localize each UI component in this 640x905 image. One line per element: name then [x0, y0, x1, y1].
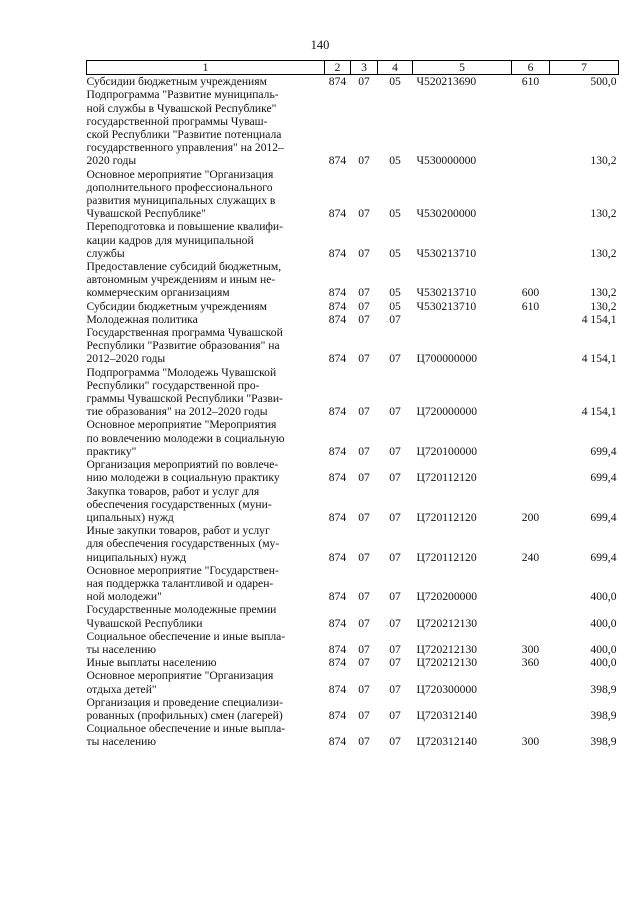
table-row [87, 418, 619, 458]
row-name: Социальное обеспечение и иные выпла- ты населению [86, 629, 286, 656]
row-target-code: Ц720212130 [416, 642, 478, 656]
row-expense-type: 200 [521, 510, 540, 524]
row-amount: 4 154,1 [581, 352, 617, 366]
table-row [87, 669, 619, 695]
table-row [87, 260, 619, 300]
row-subsection-code: 07 [389, 708, 401, 722]
table-row [87, 168, 619, 221]
header-col-4: 4 [378, 61, 413, 75]
row-ministry-code: 874 [328, 590, 347, 604]
page-number: 140 [310, 38, 330, 52]
row-section-code: 07 [358, 75, 370, 89]
row-amount: 400,0 [590, 642, 617, 656]
row-amount: 130,2 [590, 207, 617, 221]
header-col-3: 3 [351, 61, 378, 75]
row-ministry-code: 874 [328, 735, 347, 749]
row-target-code: Ц720112120 [416, 550, 477, 564]
row-ministry-code: 874 [328, 510, 347, 524]
row-target-code: Ц720212130 [416, 616, 478, 630]
row-amount: 130,2 [590, 154, 617, 168]
row-name: Подпрограмма "Развитие муниципаль- ной службы в Чувашской Республике" государственной программы Чуваш- ской Республики "Развитие потенциала государственного управления" на 2012– 2020 годы [86, 88, 284, 168]
row-expense-type: 610 [521, 299, 540, 313]
row-section-code: 07 [358, 550, 370, 564]
row-section-code: 07 [358, 656, 370, 670]
row-section-code: 07 [358, 207, 370, 221]
row-section-code: 07 [358, 708, 370, 722]
row-subsection-code: 07 [389, 735, 401, 749]
row-section-code: 07 [358, 616, 370, 630]
row-target-code: Ц720000000 [416, 405, 478, 419]
table-row [87, 630, 619, 656]
row-section-code: 07 [358, 590, 370, 604]
row-subsection-code: 07 [389, 642, 401, 656]
row-subsection-code: 07 [389, 656, 401, 670]
row-section-code: 07 [358, 154, 370, 168]
row-section-code: 07 [358, 735, 370, 749]
table-row [87, 722, 619, 748]
row-amount: 699,4 [590, 510, 617, 524]
row-amount: 398,9 [590, 735, 617, 749]
row-expense-type: 240 [521, 550, 540, 564]
row-target-code: Ц720112120 [416, 471, 477, 485]
table-row [87, 366, 619, 419]
row-name: Основное мероприятие "Организация дополнительного профессионального развития муниципальных служащих в Чувашской Республике" [86, 167, 276, 221]
table-row [87, 564, 619, 604]
row-subsection-code: 07 [389, 682, 401, 696]
row-ministry-code: 874 [328, 75, 347, 89]
row-expense-type [512, 168, 550, 221]
row-expense-type: 360 [521, 656, 540, 670]
row-name: Переподготовка и повышение квалифи- кации кадров для муниципальной службы [86, 220, 283, 260]
row-section-code: 07 [358, 352, 370, 366]
row-name: Иные закупки товаров, работ и услуг для обеспечения государственных (му- ниципальных) нужд [86, 524, 280, 564]
row-amount: 130,2 [590, 246, 617, 260]
table-row [87, 458, 619, 484]
row-subsection-code: 07 [389, 471, 401, 485]
table-row [87, 485, 619, 525]
row-amount: 400,0 [590, 656, 617, 670]
row-subsection-code: 07 [389, 352, 401, 366]
row-name: Социальное обеспечение и иные выпла- ты населению [86, 722, 286, 749]
row-expense-type [512, 366, 550, 419]
row-ministry-code: 874 [328, 299, 347, 313]
table-row [87, 326, 619, 366]
row-subsection-code: 07 [389, 590, 401, 604]
row-name: Предоставление субсидий бюджетным, автономным учреждениям и иным не- коммерческим организациям [86, 260, 282, 300]
row-amount: 500,0 [590, 75, 617, 89]
row-subsection-code: 05 [389, 207, 401, 221]
row-target-code: Ц720212130 [416, 656, 478, 670]
row-target-code: Ч530200000 [416, 207, 477, 221]
row-name: Субсидии бюджетным учреждениям [86, 75, 267, 89]
row-name: Молодежная политика [86, 312, 198, 326]
row-subsection-code: 07 [389, 550, 401, 564]
row-expense-type [512, 88, 550, 167]
row-expense-type [512, 603, 550, 629]
row-target-code: Ч520213690 [416, 75, 477, 89]
row-subsection-code: 07 [389, 405, 401, 419]
row-expense-type [512, 669, 550, 695]
row-section-code: 07 [358, 471, 370, 485]
row-subsection-code: 05 [389, 75, 401, 89]
row-amount: 400,0 [590, 616, 617, 630]
row-ministry-code: 874 [328, 682, 347, 696]
row-ministry-code: 874 [328, 708, 347, 722]
row-amount: 130,2 [590, 286, 617, 300]
table-row [87, 656, 619, 669]
row-ministry-code: 874 [328, 642, 347, 656]
header-col-7: 7 [550, 61, 619, 75]
row-name: Основное мероприятие "Организация отдыха детей" [86, 669, 274, 696]
row-amount: 699,4 [590, 471, 617, 485]
table-row [87, 300, 619, 313]
row-ministry-code: 874 [328, 444, 347, 458]
row-subsection-code: 07 [389, 444, 401, 458]
row-target-code: Ц720312140 [416, 708, 478, 722]
row-target-code: Ц720312140 [416, 735, 478, 749]
table-row [87, 524, 619, 564]
row-ministry-code: 874 [328, 405, 347, 419]
row-ministry-code: 874 [328, 207, 347, 221]
row-name: Организация мероприятий по вовлече- нию молодежи в социальную практику [86, 458, 280, 485]
row-subsection-code: 07 [389, 510, 401, 524]
row-amount: 699,4 [590, 444, 617, 458]
row-subsection-code: 05 [389, 154, 401, 168]
row-section-code: 07 [358, 510, 370, 524]
row-ministry-code: 874 [328, 352, 347, 366]
row-amount: 4 154,1 [581, 405, 617, 419]
row-section-code: 07 [358, 312, 370, 326]
row-target-code: Ц720112120 [416, 510, 477, 524]
row-expense-type [512, 313, 550, 326]
row-expense-type [512, 458, 550, 484]
row-ministry-code: 874 [328, 312, 347, 326]
row-target-code: Ц720300000 [416, 682, 478, 696]
row-subsection-code: 07 [389, 312, 401, 326]
table-header [87, 61, 619, 75]
row-amount: 398,9 [590, 708, 617, 722]
row-section-code: 07 [358, 246, 370, 260]
row-name: Закупка товаров, работ и услуг для обеспечения государственных (муни- ципальных) нужд [86, 484, 272, 524]
row-name: Субсидии бюджетным учреждениям [86, 299, 267, 313]
row-amount: 400,0 [590, 590, 617, 604]
row-name: Иные выплаты населению [86, 656, 217, 670]
row-target-code: Ч530000000 [416, 154, 477, 168]
row-section-code: 07 [358, 286, 370, 300]
row-ministry-code: 874 [328, 616, 347, 630]
row-ministry-code: 874 [328, 656, 347, 670]
row-expense-type: 300 [521, 735, 540, 749]
header-col-5: 5 [413, 61, 512, 75]
row-expense-type [512, 326, 550, 366]
row-expense-type [512, 220, 550, 260]
row-section-code: 07 [358, 405, 370, 419]
row-ministry-code: 874 [328, 286, 347, 300]
row-ministry-code: 874 [328, 471, 347, 485]
row-amount: 130,2 [590, 299, 617, 313]
row-ministry-code: 874 [328, 550, 347, 564]
row-subsection-code: 05 [389, 246, 401, 260]
row-expense-type [512, 418, 550, 458]
row-target-code: Ц700000000 [416, 352, 478, 366]
row-expense-type [512, 564, 550, 604]
row-name: Основное мероприятие "Мероприятия по вовлечению молодежи в социальную практику" [86, 418, 285, 458]
table-row [87, 88, 619, 167]
row-expense-type: 610 [521, 75, 540, 89]
row-name: Государственная программа Чувашской Республики "Развитие образования" на 2012–2020 годы [86, 326, 283, 366]
header-row [87, 61, 619, 75]
row-amount: 699,4 [590, 550, 617, 564]
row-expense-type: 600 [521, 286, 540, 300]
row-section-code: 07 [358, 299, 370, 313]
row-name: Организация и проведение специализи- рованных (профильных) смен (лагерей) [86, 695, 283, 722]
row-subsection-code: 05 [389, 299, 401, 313]
row-target-code: Ч530213710 [416, 299, 477, 313]
table-row [87, 220, 619, 260]
row-amount: 398,9 [590, 682, 617, 696]
table-row [87, 313, 619, 326]
row-ministry-code: 874 [328, 246, 347, 260]
row-name: Основное мероприятие "Государствен- ная поддержка талантливой и одарен- ной молодежи" [86, 563, 279, 604]
row-section-code: 07 [358, 642, 370, 656]
row-section-code: 07 [358, 444, 370, 458]
row-expense-type [512, 696, 550, 722]
row-amount: 4 154,1 [581, 312, 617, 326]
header-col-1: 1 [87, 61, 325, 75]
header-col-2: 2 [325, 61, 351, 75]
row-target-code: Ч530213710 [416, 246, 477, 260]
table-row [87, 75, 619, 89]
row-name: Государственные молодежные премии Чувашской Республики [86, 603, 277, 630]
row-section-code: 07 [358, 682, 370, 696]
row-subsection-code: 05 [389, 286, 401, 300]
row-target-code: Ц720200000 [416, 590, 478, 604]
header-col-6: 6 [512, 61, 550, 75]
row-name: Подпрограмма "Молодежь Чувашской Республики" государственной про- граммы Чувашской Республики "Разви- тие образования" на 2012–2020 годы [86, 365, 283, 419]
table-body [87, 75, 619, 749]
row-subsection-code: 07 [389, 616, 401, 630]
row-target-code: Ц720100000 [416, 444, 478, 458]
row-target-code [413, 313, 512, 326]
row-target-code: Ч530213710 [416, 286, 477, 300]
budget-table [86, 60, 619, 749]
row-ministry-code: 874 [328, 154, 347, 168]
row-expense-type: 300 [521, 642, 540, 656]
table-row [87, 696, 619, 722]
table-row [87, 603, 619, 629]
